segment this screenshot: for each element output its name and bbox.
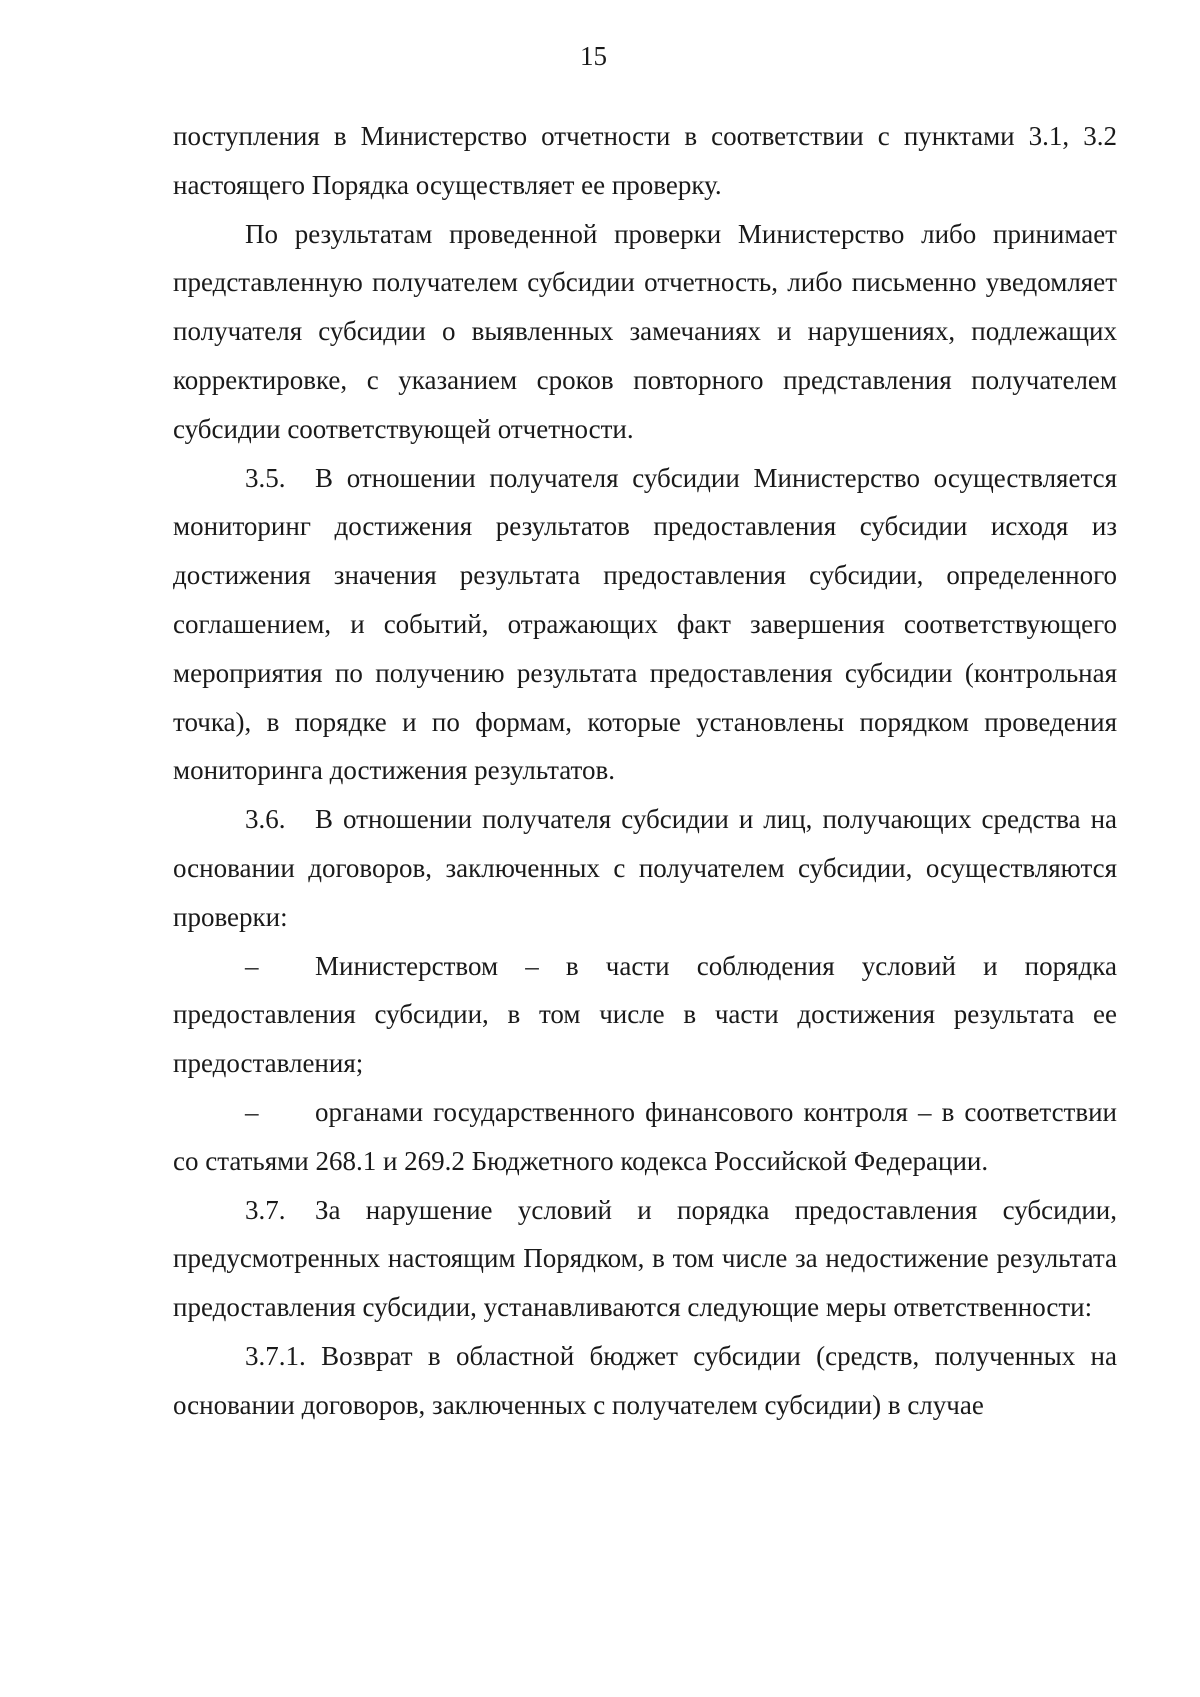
list-dash: – (245, 950, 259, 981)
page-number: 15 (580, 41, 607, 71)
paragraph-3-5 (173, 454, 1117, 796)
clause-number: 3.5. (245, 462, 286, 493)
clause-number: 3.7. (245, 1194, 286, 1225)
clause-text: В отношении получателя субсидии Министерство осуществляется мониторинг достижения результатов предоставления субсидии исходя из достижения значения результата предоставления субсидии, определенного соглашением, и событий, отражающих факт завершения соответствующего мероприятия по получению результата предоставления субсидии (контрольная точка), в порядке и по формам, которые установлены порядком проведения мониторинга достижения результатов. (173, 462, 1117, 786)
clause-text: Возврат в областной бюджет субсидии (средств, полученных на основании договоров, заключенных с получателем субсидии) в случае (173, 1340, 1117, 1420)
paragraph: По результатам проведенной проверки Министерство либо принимает представленную получателем субсидии отчетность, либо письменно уведомляет получателя субсидии о выявленных замечаниях и нарушениях, подлежащих корректировке, с указанием сроков повторного представления получателем субсидии соответствующей отчетности. (173, 218, 1117, 444)
clause-text: В отношении получателя субсидии и лиц, получающих средства на основании договоров, заключенных с получателем субсидии, осуществляются проверки: (173, 804, 1117, 932)
list-item-text: органами государственного финансового контроля – в соответствии со статьями 268.1 и 269.2 Бюджетного кодекса Российской Федерации. (173, 1096, 1117, 1176)
list-item (173, 1088, 1117, 1186)
paragraph-3-6 (173, 795, 1117, 941)
paragraph-3-7-1 (173, 1332, 1117, 1430)
paragraph: поступления в Министерство отчетности в соответствии с пунктами 3.1, 3.2 настоящего Порядка осуществляет ее проверку. (173, 121, 1117, 200)
list-dash: – (245, 1096, 259, 1127)
list-item (173, 942, 1117, 1088)
list-item-text: Министерством – в части соблюдения условий и порядка предоставления субсидии, в том числе в части достижения результата ее предоставления; (173, 950, 1117, 1079)
clause-text: За нарушение условий и порядка предоставления субсидии, предусмотренных настоящим Порядком, в том числе за недостижение результата предоставления субсидии, устанавливаются следующие меры ответственности: (173, 1194, 1117, 1323)
clause-number: 3.6. (245, 804, 286, 835)
paragraph-3-7 (173, 1186, 1117, 1332)
clause-number: 3.7.1. (245, 1340, 306, 1371)
document-body (173, 112, 1117, 1430)
